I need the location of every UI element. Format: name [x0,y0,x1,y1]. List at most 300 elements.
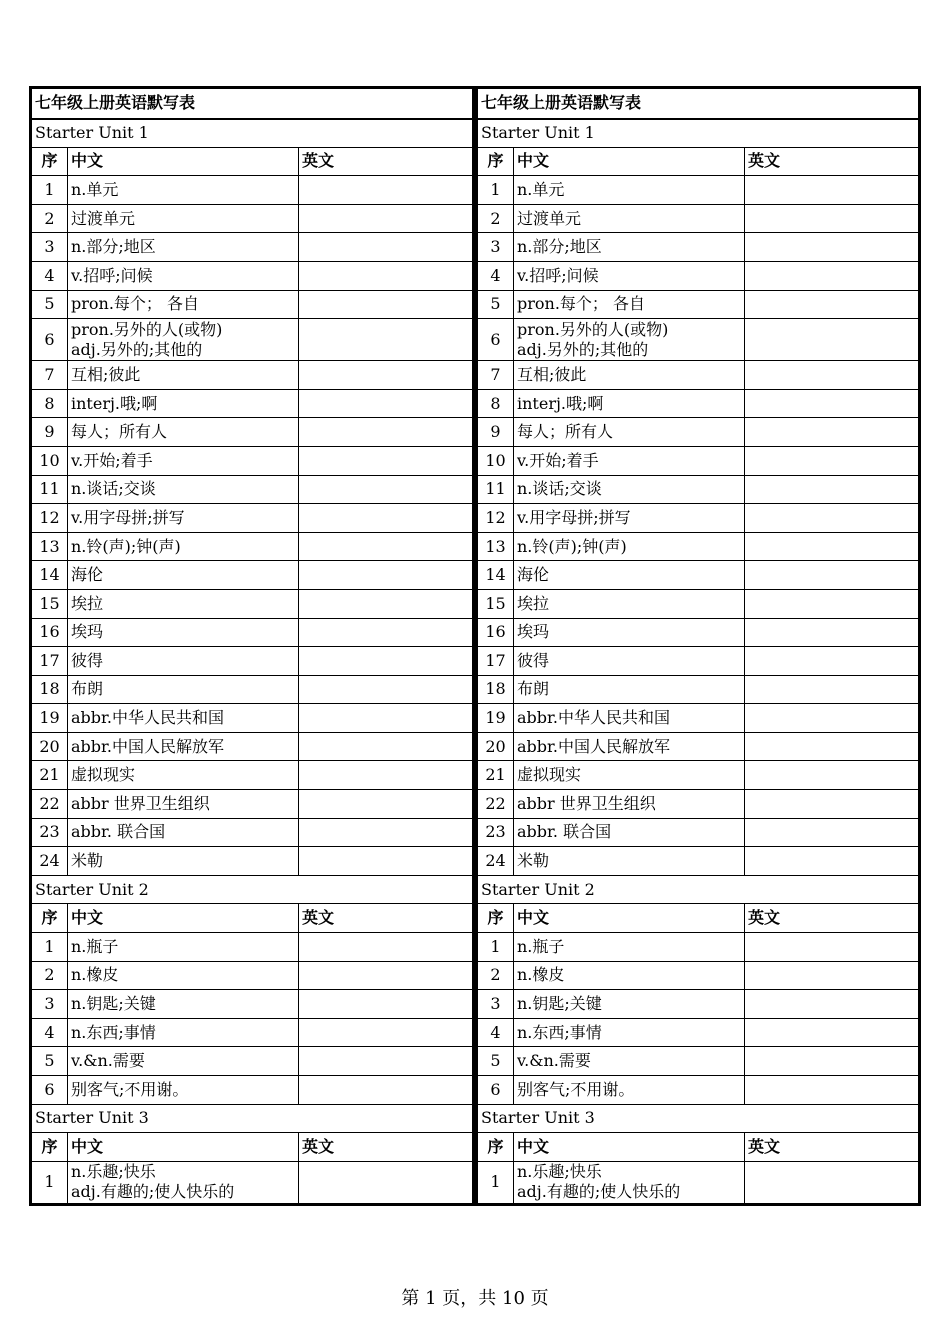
chinese-cell [514,1047,745,1076]
chinese-cell [68,1161,299,1203]
english-answer-cell[interactable] [745,361,919,390]
chinese-text: interj.哦;啊 [71,393,158,413]
chinese-cell [68,1047,299,1076]
english-answer-cell[interactable] [299,1076,473,1105]
chinese-text: 别客气;不用谢。 [71,1079,189,1099]
chinese-cell [68,1018,299,1047]
chinese-cell [68,204,299,233]
row-number: 7 [478,361,514,390]
chinese-cell [68,361,299,390]
row-number: 1 [32,933,68,962]
chinese-text: n.谈话;交谈 [517,479,602,499]
dictation-sheet-left [29,86,475,1206]
english-answer-cell[interactable] [745,961,919,990]
english-answer-cell[interactable] [299,847,473,876]
chinese-text: 过渡单元 [517,208,582,228]
english-answer-cell[interactable] [299,675,473,704]
header-row [478,904,919,933]
chinese-cell [514,732,745,761]
chinese-cell [514,761,745,790]
header-row [32,147,473,176]
header-row [478,147,919,176]
chinese-text: abbr 世界卫生组织 [517,793,656,813]
english-answer-cell[interactable] [745,732,919,761]
english-answer-cell[interactable] [299,990,473,1019]
chinese-text: n.乐趣;快乐 [517,1162,602,1182]
english-answer-cell[interactable] [299,532,473,561]
header-chinese: 中文 [68,1133,299,1162]
table-title: 七年级上册英语默写表 [32,89,473,119]
row-number: 3 [478,990,514,1019]
table-row [478,675,919,704]
row-number: 1 [478,1161,514,1203]
table-row [478,204,919,233]
row-number: 24 [32,847,68,876]
english-answer-cell[interactable] [745,647,919,676]
row-number: 2 [32,961,68,990]
chinese-text: n.东西;事情 [517,1022,602,1042]
chinese-cell [514,418,745,447]
english-answer-cell[interactable] [745,675,919,704]
table-row [32,446,473,475]
english-answer-cell[interactable] [299,475,473,504]
table-row [478,446,919,475]
table-row [32,704,473,733]
table-row [478,475,919,504]
english-answer-cell[interactable] [745,389,919,418]
table-row [478,532,919,561]
table-row [32,233,473,262]
table-row [478,261,919,290]
table-row [32,475,473,504]
table-row [478,589,919,618]
table-row [478,561,919,590]
chinese-cell [68,233,299,262]
english-answer-cell[interactable] [745,589,919,618]
chinese-text: n.橡皮 [71,965,119,985]
table-row [32,1018,473,1047]
header-chinese: 中文 [514,1133,745,1162]
chinese-cell [68,961,299,990]
header-num: 序 [32,147,68,176]
english-answer-cell[interactable] [299,961,473,990]
chinese-text: n.钥匙;关键 [71,994,156,1014]
english-answer-cell[interactable] [299,504,473,533]
english-answer-cell[interactable] [299,704,473,733]
english-answer-cell[interactable] [745,446,919,475]
chinese-cell [68,475,299,504]
chinese-text: v.用字母拼;拼写 [71,507,185,527]
row-number: 3 [32,990,68,1019]
unit-row [32,119,473,148]
chinese-text: 虚拟现实 [517,765,582,785]
header-row [32,904,473,933]
chinese-cell [514,647,745,676]
chinese-cell [514,818,745,847]
chinese-text: n.瓶子 [71,936,119,956]
table-row [32,418,473,447]
english-answer-cell[interactable] [299,933,473,962]
english-answer-cell[interactable] [745,204,919,233]
row-number: 13 [478,532,514,561]
chinese-text: abbr. 联合国 [71,822,166,842]
row-number: 19 [478,704,514,733]
chinese-text: v.开始;着手 [71,450,153,470]
table-row [478,618,919,647]
dictation-table [31,88,473,1204]
chinese-cell [514,561,745,590]
row-number: 19 [32,704,68,733]
english-answer-cell[interactable] [299,176,473,205]
chinese-text: 布朗 [517,679,550,699]
chinese-text: 虚拟现实 [71,765,136,785]
row-number: 1 [478,933,514,962]
header-row [478,1133,919,1162]
row-number: 10 [32,446,68,475]
table-row [32,361,473,390]
table-row [32,790,473,819]
english-answer-cell[interactable] [745,176,919,205]
row-number: 11 [478,475,514,504]
english-answer-cell[interactable] [299,418,473,447]
english-answer-cell[interactable] [745,290,919,319]
chinese-cell [68,261,299,290]
table-row [32,818,473,847]
english-answer-cell[interactable] [745,561,919,590]
header-num: 序 [32,904,68,933]
chinese-text: abbr 世界卫生组织 [71,793,210,813]
unit-title: Starter Unit 2 [32,875,473,904]
chinese-cell [514,290,745,319]
row-number: 12 [478,504,514,533]
english-answer-cell[interactable] [745,504,919,533]
english-answer-cell[interactable] [745,1161,919,1203]
chinese-text: 互相;彼此 [517,364,587,384]
chinese-text: adj.有趣的;使人快乐的 [71,1182,235,1202]
english-answer-cell[interactable] [299,1047,473,1076]
table-row [32,319,473,361]
row-number: 5 [478,1047,514,1076]
chinese-cell [68,319,299,361]
chinese-cell [68,418,299,447]
row-number: 15 [32,589,68,618]
chinese-cell [68,561,299,590]
row-number: 9 [478,418,514,447]
chinese-cell [514,261,745,290]
chinese-text: v.&n.需要 [517,1051,591,1071]
chinese-text: pron.另外的人(或物) [517,319,669,339]
row-number: 4 [32,261,68,290]
row-number: 4 [478,261,514,290]
header-chinese: 中文 [68,904,299,933]
unit-title: Starter Unit 2 [478,875,919,904]
table-row [478,1047,919,1076]
english-answer-cell[interactable] [299,790,473,819]
english-answer-cell[interactable] [745,618,919,647]
chinese-text: n.橡皮 [517,965,565,985]
row-number: 23 [478,818,514,847]
english-answer-cell[interactable] [299,561,473,590]
chinese-text: abbr.中国人民解放军 [71,736,225,756]
chinese-cell [68,790,299,819]
english-answer-cell[interactable] [745,847,919,876]
table-row [478,933,919,962]
chinese-cell [514,504,745,533]
table-row [478,704,919,733]
chinese-cell [514,990,745,1019]
chinese-text: 别客气;不用谢。 [517,1079,635,1099]
table-row [478,504,919,533]
table-row [478,1161,919,1203]
english-answer-cell[interactable] [299,319,473,361]
chinese-text: pron.每个； 各自 [71,294,200,314]
chinese-text: 埃拉 [517,593,550,613]
header-english: 英文 [299,1133,473,1162]
row-number: 1 [32,1161,68,1203]
chinese-text: n.谈话;交谈 [71,479,156,499]
english-answer-cell[interactable] [745,1018,919,1047]
chinese-text: n.部分;地区 [71,237,156,257]
table-row [32,847,473,876]
table-row [478,647,919,676]
table-row [478,790,919,819]
row-number: 5 [32,1047,68,1076]
header-english: 英文 [745,147,919,176]
table-title-row [478,89,919,119]
table-row [32,1047,473,1076]
row-number: 6 [478,1076,514,1105]
chinese-text: adj.另外的;其他的 [517,339,649,359]
chinese-text: v.招呼;问候 [517,265,599,285]
chinese-cell [68,675,299,704]
chinese-text: adj.有趣的;使人快乐的 [517,1182,681,1202]
row-number: 4 [478,1018,514,1047]
english-answer-cell[interactable] [299,818,473,847]
table-row [32,532,473,561]
chinese-text: n.单元 [71,179,119,199]
table-row [478,361,919,390]
row-number: 2 [478,204,514,233]
header-num: 序 [478,904,514,933]
table-row [478,418,919,447]
row-number: 18 [32,675,68,704]
chinese-cell [514,1076,745,1105]
english-answer-cell[interactable] [299,261,473,290]
english-answer-cell[interactable] [299,233,473,262]
dictation-sheet-right [475,86,921,1206]
header-english: 英文 [299,147,473,176]
header-english: 英文 [745,1133,919,1162]
header-row [32,1133,473,1162]
english-answer-cell[interactable] [745,475,919,504]
chinese-cell [68,647,299,676]
chinese-text: n.铃(声);钟(声) [71,536,181,556]
english-answer-cell[interactable] [745,990,919,1019]
table-row [478,389,919,418]
table-row [32,261,473,290]
row-number: 3 [478,233,514,262]
unit-title: Starter Unit 1 [32,119,473,148]
chinese-text: 海伦 [517,565,550,585]
chinese-cell [514,319,745,361]
row-number: 1 [32,176,68,205]
row-number: 16 [32,618,68,647]
english-answer-cell[interactable] [745,1047,919,1076]
row-number: 21 [32,761,68,790]
english-answer-cell[interactable] [299,389,473,418]
chinese-text: 彼得 [517,650,550,670]
english-answer-cell[interactable] [745,1076,919,1105]
table-title-row [32,89,473,119]
chinese-cell [514,176,745,205]
row-number: 16 [478,618,514,647]
table-row [478,961,919,990]
chinese-cell [514,1161,745,1203]
table-row [478,290,919,319]
chinese-text: 布朗 [71,679,104,699]
row-number: 2 [478,961,514,990]
english-answer-cell[interactable] [299,589,473,618]
chinese-text: n.铃(声);钟(声) [517,536,627,556]
chinese-cell [514,790,745,819]
chinese-cell [68,933,299,962]
chinese-cell [68,290,299,319]
english-answer-cell[interactable] [745,319,919,361]
header-num: 序 [478,147,514,176]
table-row [32,761,473,790]
table-row [32,933,473,962]
chinese-text: n.部分;地区 [517,237,602,257]
chinese-cell [514,961,745,990]
row-number: 5 [32,290,68,319]
english-answer-cell[interactable] [299,204,473,233]
row-number: 15 [478,589,514,618]
english-answer-cell[interactable] [745,761,919,790]
english-answer-cell[interactable] [745,790,919,819]
english-answer-cell[interactable] [745,933,919,962]
chinese-text: n.乐趣;快乐 [71,1162,156,1182]
chinese-cell [514,847,745,876]
row-number: 23 [32,818,68,847]
english-answer-cell[interactable] [745,818,919,847]
header-chinese: 中文 [514,904,745,933]
english-answer-cell[interactable] [745,233,919,262]
row-number: 14 [478,561,514,590]
chinese-cell [514,389,745,418]
chinese-cell [68,732,299,761]
chinese-text: abbr. 联合国 [517,822,612,842]
row-number: 8 [478,389,514,418]
row-number: 3 [32,233,68,262]
row-number: 7 [32,361,68,390]
table-row [32,290,473,319]
chinese-text: pron.另外的人(或物) [71,319,223,339]
row-number: 6 [478,319,514,361]
english-answer-cell[interactable] [299,647,473,676]
row-number: 22 [32,790,68,819]
english-answer-cell[interactable] [745,261,919,290]
table-row [32,732,473,761]
unit-title: Starter Unit 3 [478,1104,919,1133]
header-num: 序 [478,1133,514,1162]
table-row [478,818,919,847]
table-row [32,990,473,1019]
table-row [478,847,919,876]
unit-title: Starter Unit 3 [32,1104,473,1133]
unit-row [478,1104,919,1133]
row-number: 9 [32,418,68,447]
chinese-cell [68,176,299,205]
table-row [478,319,919,361]
chinese-text: n.钥匙;关键 [517,994,602,1014]
unit-row [478,119,919,148]
row-number: 13 [32,532,68,561]
table-row [478,761,919,790]
page-footer: 第 1 页，共 10 页 [401,1288,549,1309]
row-number: 2 [32,204,68,233]
chinese-cell [514,446,745,475]
chinese-cell [68,389,299,418]
unit-row [32,1104,473,1133]
chinese-text: 埃玛 [517,622,550,642]
chinese-text: 每人；所有人 [517,422,614,442]
chinese-cell [68,618,299,647]
english-answer-cell[interactable] [745,704,919,733]
table-row [32,389,473,418]
table-row [32,647,473,676]
chinese-cell [514,589,745,618]
chinese-text: n.单元 [517,179,565,199]
english-answer-cell[interactable] [299,1018,473,1047]
chinese-cell [68,446,299,475]
english-answer-cell[interactable] [299,618,473,647]
chinese-cell [514,532,745,561]
english-answer-cell[interactable] [299,361,473,390]
chinese-text: 互相;彼此 [71,364,141,384]
chinese-cell [68,589,299,618]
chinese-cell [514,704,745,733]
table-row [32,204,473,233]
table-row [478,1018,919,1047]
english-answer-cell[interactable] [745,532,919,561]
table-row [478,1076,919,1105]
table-row [478,176,919,205]
table-row [32,961,473,990]
header-english: 英文 [299,904,473,933]
table-row [32,504,473,533]
chinese-cell [68,1076,299,1105]
dictation-table [477,88,919,1204]
chinese-text: abbr.中华人民共和国 [71,708,225,728]
chinese-text: 过渡单元 [71,208,136,228]
row-number: 8 [32,389,68,418]
english-answer-cell[interactable] [299,761,473,790]
table-row [32,618,473,647]
chinese-text: 埃拉 [71,593,104,613]
english-answer-cell[interactable] [745,418,919,447]
english-answer-cell[interactable] [299,1161,473,1203]
chinese-text: 埃玛 [71,622,104,642]
english-answer-cell[interactable] [299,732,473,761]
row-number: 17 [478,647,514,676]
english-answer-cell[interactable] [299,290,473,319]
chinese-cell [514,933,745,962]
english-answer-cell[interactable] [299,446,473,475]
chinese-cell [514,618,745,647]
chinese-text: n.瓶子 [517,936,565,956]
chinese-cell [68,818,299,847]
table-row [478,233,919,262]
